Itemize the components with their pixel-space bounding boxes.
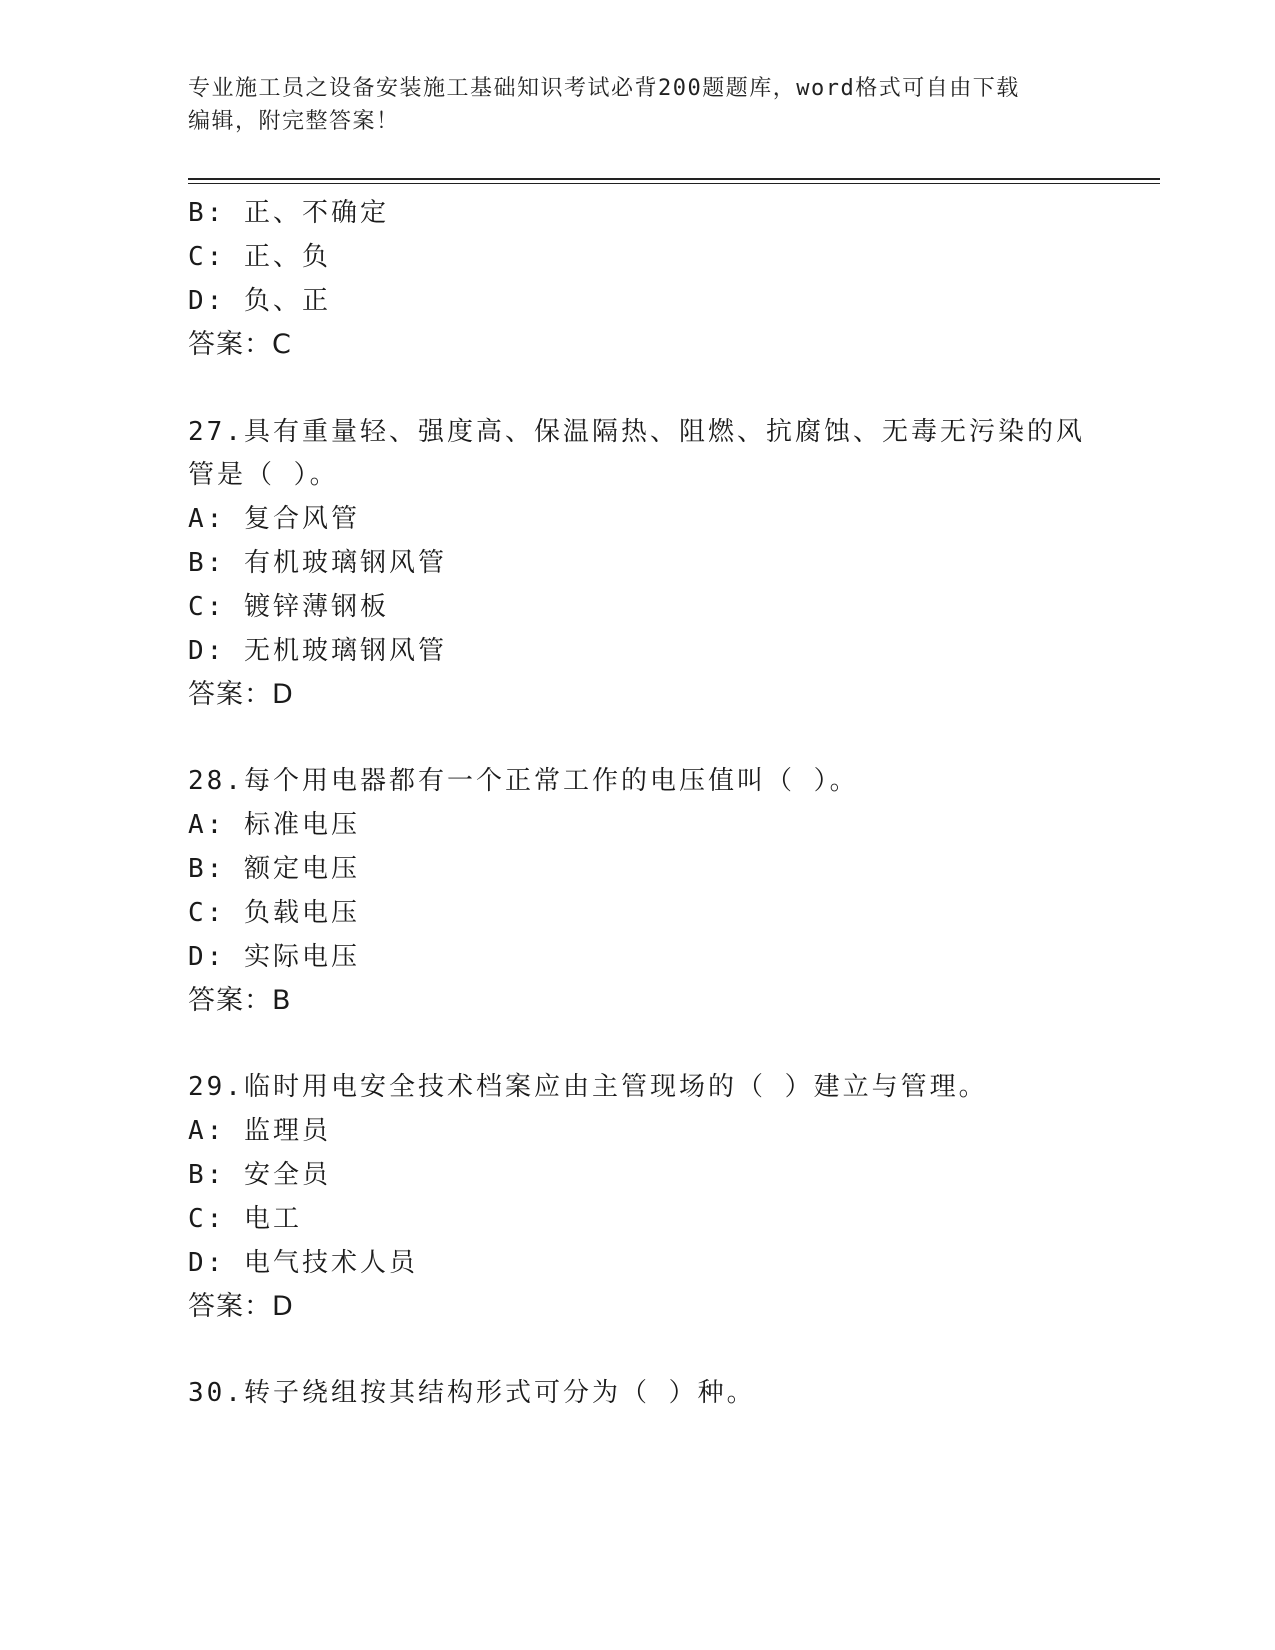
- q28-stem: 28.每个用电器都有一个正常工作的电压值叫（ ）。: [188, 766, 859, 796]
- q29-option-a: A: 监理员: [188, 1116, 331, 1146]
- q26-option-d: D: 负、正: [188, 286, 331, 316]
- q29-option-b: B: 安全员: [188, 1160, 331, 1190]
- q27-stem-line-2: 管是（ ）。: [188, 460, 339, 490]
- q27-stem-line-1: 27.具有重量轻、强度高、保温隔热、阻燃、抗腐蚀、无毒无污染的风: [188, 417, 1085, 447]
- header-line-1: 专业施工员之设备安装施工基础知识考试必背200题题库，word格式可自由下载: [188, 76, 1020, 101]
- q28-option-b: B: 额定电压: [188, 854, 360, 884]
- q28-option-d: D: 实际电压: [188, 942, 360, 972]
- q27-option-d: D: 无机玻璃钢风管: [188, 636, 447, 666]
- q28-option-c: C: 负载电压: [188, 898, 360, 928]
- q29-option-d: D: 电气技术人员: [188, 1248, 418, 1278]
- q27-option-b: B: 有机玻璃钢风管: [188, 548, 447, 578]
- q26-option-c: C: 正、负: [188, 242, 331, 272]
- q30-stem: 30.转子绕组按其结构形式可分为（ ）种。: [188, 1378, 756, 1408]
- q26-answer: 答案：C: [188, 329, 292, 360]
- header-divider-thin: [188, 183, 1160, 184]
- header-line-2: 编辑，附完整答案！: [188, 109, 400, 134]
- document-header: [188, 72, 1068, 138]
- q28-option-a: A: 标准电压: [188, 810, 360, 840]
- q28-answer: 答案：B: [188, 985, 292, 1016]
- q27-option-c: C: 镀锌薄钢板: [188, 592, 389, 622]
- q27-answer: 答案：D: [188, 679, 294, 710]
- q29-stem: 29.临时用电安全技术档案应由主管现场的（ ）建立与管理。: [188, 1072, 988, 1102]
- header-divider-thick: [188, 178, 1160, 180]
- q26-option-b: B: 正、不确定: [188, 198, 389, 228]
- q29-option-c: C: 电工: [188, 1204, 302, 1234]
- q27-option-a: A: 复合风管: [188, 504, 360, 534]
- q29-answer: 答案：D: [188, 1291, 294, 1322]
